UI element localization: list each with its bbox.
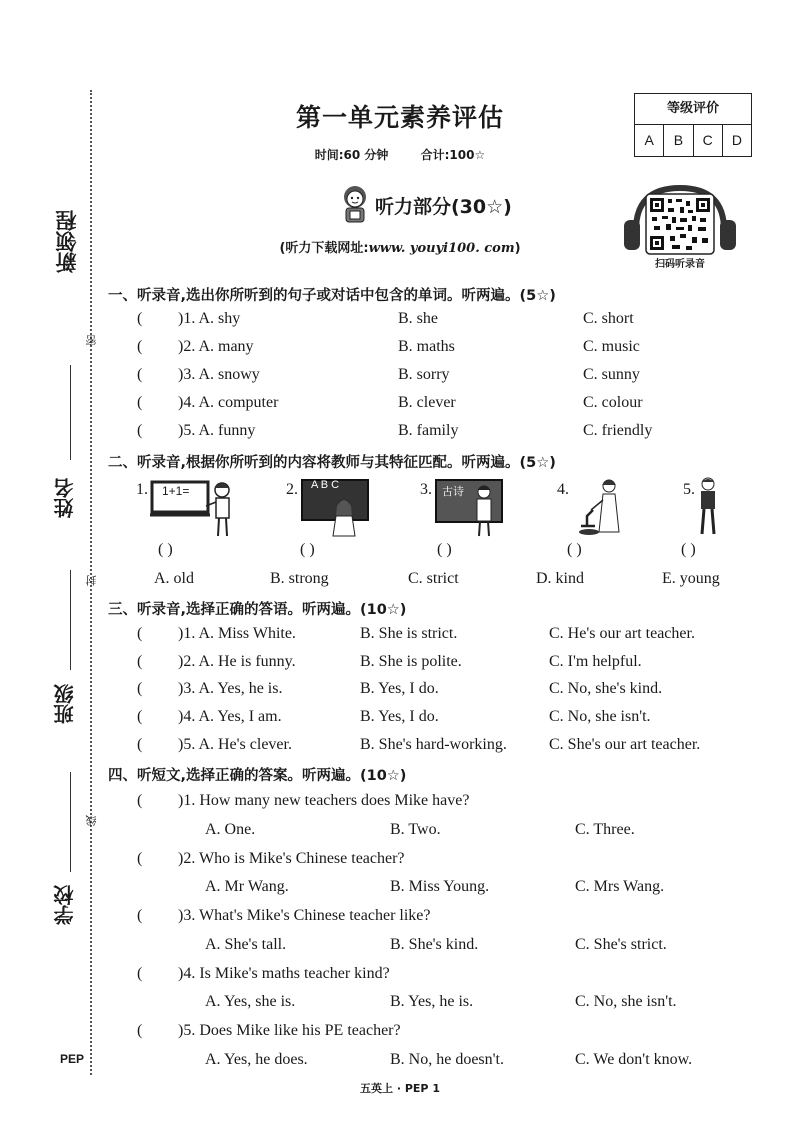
board-text-3: 古诗 xyxy=(442,485,464,498)
answer-blank[interactable]: ( xyxy=(137,338,143,355)
s4-q5-c: C. We don't know. xyxy=(575,1051,693,1068)
s1-heading: 一、听录音,选出你所听到的句子或对话中包含的单词。听两遍。(5☆) xyxy=(108,288,556,304)
listening-url: (听力下载网址:www. youyi100. com) xyxy=(279,241,521,256)
answer-blank[interactable]: ( xyxy=(137,708,143,725)
s3-item-1-c: C. He's our art teacher. xyxy=(549,625,695,642)
answer-blank[interactable]: ( xyxy=(137,907,143,924)
grade-a[interactable]: A xyxy=(635,125,664,156)
line-mark: 线 xyxy=(85,815,98,826)
s2-answer-blank-4[interactable]: ( ) xyxy=(567,541,582,558)
s1-item-1-b: B. she xyxy=(398,310,438,327)
answer-blank[interactable]: ( xyxy=(137,366,143,383)
s3-item-4-c: C. No, she isn't. xyxy=(549,708,651,725)
s4-q3-c: C. She's strict. xyxy=(575,936,667,953)
s1-item-2-a: )2. A. many xyxy=(178,338,254,355)
answer-blank[interactable]: ( xyxy=(137,680,143,697)
seal-mark: 密 xyxy=(85,335,98,346)
page-title: 第一单元素养评估 xyxy=(295,103,504,132)
s2-answer-blank-2[interactable]: ( ) xyxy=(300,541,315,558)
pep-mark: PEP xyxy=(60,1052,85,1066)
s1-item-2-c: C. music xyxy=(583,338,640,355)
s4-q5-a: A. Yes, he does. xyxy=(205,1051,308,1068)
page-footer: 五英上 · PEP 1 xyxy=(360,1082,440,1095)
s1-item-3-c: C. sunny xyxy=(583,366,640,383)
s1-item-5-b: B. family xyxy=(398,422,459,439)
s2-option-c: C. strict xyxy=(408,570,459,587)
s2-answer-blank-1[interactable]: ( ) xyxy=(158,541,173,558)
qr-headphones[interactable] xyxy=(622,182,738,274)
s2-num-2: 2. xyxy=(286,481,298,498)
student-mascot-icon xyxy=(337,183,373,225)
s3-item-5-a: )5. A. He's clever. xyxy=(178,736,292,753)
s4-q2-a: A. Mr Wang. xyxy=(205,878,289,895)
answer-blank[interactable]: ( xyxy=(137,965,143,982)
school-write-line xyxy=(70,772,71,872)
s3-item-1-a: )1. A. Miss White. xyxy=(178,625,296,642)
s2-num-5: 5. xyxy=(683,481,695,498)
s1-item-1-a: )1. A. shy xyxy=(178,310,241,327)
s4-question-5: )5. Does Mike like his PE teacher? xyxy=(178,1022,401,1039)
s2-answer-blank-3[interactable]: ( ) xyxy=(437,541,452,558)
answer-blank[interactable]: ( xyxy=(137,310,143,327)
s3-item-4-a: )4. A. Yes, I am. xyxy=(178,708,282,725)
s1-item-4-a: )4. A. computer xyxy=(178,394,279,411)
s4-q2-b: B. Miss Young. xyxy=(390,878,490,895)
s1-item-5-c: C. friendly xyxy=(583,422,653,439)
s3-item-2-a: )2. A. He is funny. xyxy=(178,653,296,670)
s4-q4-c: C. No, she isn't. xyxy=(575,993,677,1010)
answer-blank[interactable]: ( xyxy=(137,625,143,642)
class-label: 班级 xyxy=(53,684,77,724)
s4-q4-b: B. Yes, he is. xyxy=(390,993,474,1010)
grade-c[interactable]: C xyxy=(694,125,723,156)
s3-heading: 三、听录音,选择正确的答语。听两遍。(10☆) xyxy=(108,602,407,618)
answer-blank[interactable]: ( xyxy=(137,850,143,867)
s4-q1-c: C. Three. xyxy=(575,821,635,838)
s3-item-2-b: B. She is polite. xyxy=(360,653,462,670)
s4-question-1: )1. How many new teachers does Mike have? xyxy=(178,792,470,809)
s3-item-3-a: )3. A. Yes, he is. xyxy=(178,680,283,697)
s4-q5-b: B. No, he doesn't. xyxy=(390,1051,504,1068)
s2-num-3: 3. xyxy=(420,481,432,498)
grade-title: 等级评价 xyxy=(635,94,751,125)
download-link[interactable]: www. youyi100. com xyxy=(368,241,515,256)
answer-blank[interactable]: ( xyxy=(137,1022,143,1039)
s3-item-3-b: B. Yes, I do. xyxy=(360,680,439,697)
listening-title: 听力部分(30☆) xyxy=(375,196,512,218)
grade-box xyxy=(634,93,752,157)
s4-q1-b: B. Two. xyxy=(390,821,441,838)
answer-blank[interactable]: ( xyxy=(137,736,143,753)
answer-blank[interactable]: ( xyxy=(137,792,143,809)
s2-option-a: A. old xyxy=(154,570,194,587)
s1-item-1-c: C. short xyxy=(583,310,634,327)
s2-num-4: 4. xyxy=(557,481,569,498)
s1-item-4-b: B. clever xyxy=(398,394,456,411)
s1-item-2-b: B. maths xyxy=(398,338,455,355)
name-write-line xyxy=(70,365,71,460)
answer-blank[interactable]: ( xyxy=(137,653,143,670)
time-info: 时间:60 分钟 xyxy=(314,148,389,162)
school-label: 学校 xyxy=(53,885,77,925)
s2-option-b: B. strong xyxy=(270,570,329,587)
s4-question-4: )4. Is Mike's maths teacher kind? xyxy=(178,965,390,982)
s3-item-2-c: C. I'm helpful. xyxy=(549,653,642,670)
board-text-1: 1+1= xyxy=(162,484,190,498)
total-info: 合计:100☆ xyxy=(420,148,486,162)
class-write-line xyxy=(70,570,71,670)
teacher-picture-5 xyxy=(690,476,726,538)
grade-d[interactable]: D xyxy=(731,132,742,148)
s1-item-3-a: )3. A. snowy xyxy=(178,366,260,383)
answer-blank[interactable]: ( xyxy=(137,422,143,439)
teacher-picture-4 xyxy=(575,476,635,538)
s2-heading: 二、听录音,根据你所听到的内容将教师与其特征匹配。听两遍。(5☆) xyxy=(108,455,556,471)
s3-item-5-c: C. She's our art teacher. xyxy=(549,736,701,753)
s4-question-3: )3. What's Mike's Chinese teacher like? xyxy=(178,907,431,924)
grade-b[interactable]: B xyxy=(664,125,693,156)
s4-q4-a: A. Yes, she is. xyxy=(205,993,296,1010)
s2-num-1: 1. xyxy=(136,481,148,498)
board-text-2: A B C xyxy=(311,479,340,491)
s4-heading: 四、听短文,选择正确的答案。听两遍。(10☆) xyxy=(108,768,407,784)
s1-item-4-c: C. colour xyxy=(583,394,643,411)
s3-item-3-c: C. No, she's kind. xyxy=(549,680,663,697)
s2-answer-blank-5[interactable]: ( ) xyxy=(681,541,696,558)
s4-q1-a: A. One. xyxy=(205,821,256,838)
s1-item-5-a: )5. A. funny xyxy=(178,422,256,439)
s1-item-3-b: B. sorry xyxy=(398,366,450,383)
s4-q3-a: A. She's tall. xyxy=(205,936,287,953)
s4-q3-b: B. She's kind. xyxy=(390,936,479,953)
brand-label: 新领程 xyxy=(55,210,79,273)
s4-q2-c: C. Mrs Wang. xyxy=(575,878,665,895)
s3-item-5-b: B. She's hard-working. xyxy=(360,736,507,753)
s3-item-4-b: B. Yes, I do. xyxy=(360,708,439,725)
qr-caption: 扫码听录音 xyxy=(655,259,705,270)
s2-option-d: D. kind xyxy=(536,570,584,587)
s2-option-e: E. young xyxy=(662,570,720,587)
s4-question-2: )2. Who is Mike's Chinese teacher? xyxy=(178,850,405,867)
fold-mark: 封 xyxy=(85,575,98,586)
s3-item-1-b: B. She is strict. xyxy=(360,625,458,642)
answer-blank[interactable]: ( xyxy=(137,394,143,411)
name-label: 姓名 xyxy=(53,478,77,518)
